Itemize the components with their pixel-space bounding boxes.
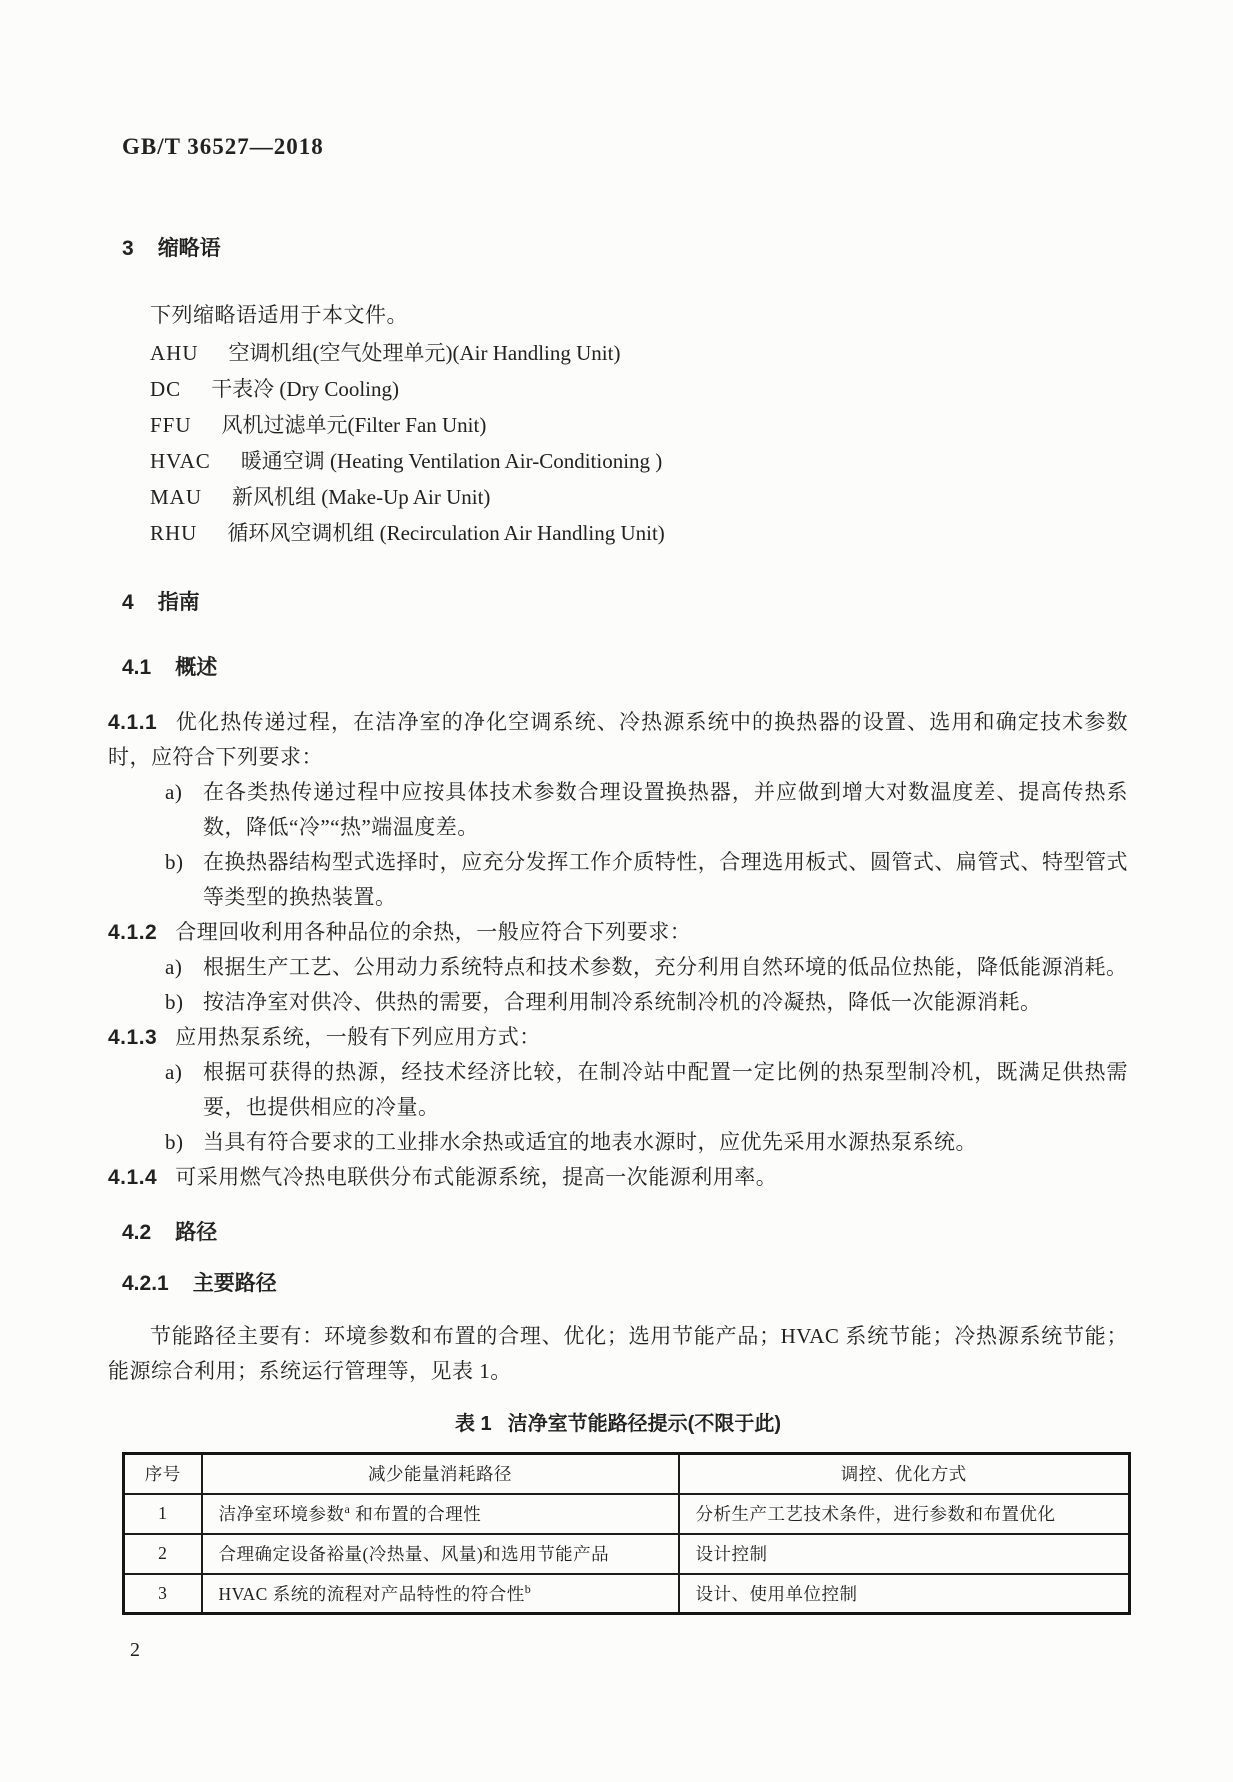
item-text: 在各类热传递过程中应按具体技术参数合理设置换热器，并应做到增大对数温度差、提高传热系数，降低“冷”“热”端温度差。: [203, 780, 1128, 839]
table-row: [124, 1494, 1130, 1534]
cell-path-rest: 和布置的合理性: [350, 1504, 482, 1524]
section-4-number: 4: [122, 591, 134, 614]
clause-4-1-2-text: 合理回收利用各种品位的余热，一般应符合下列要求：: [175, 920, 692, 944]
abbr-term: MAU: [150, 485, 203, 509]
section-4-title: 指南: [157, 591, 200, 614]
header-cell-path: 减少能量消耗路径: [202, 1454, 679, 1494]
item-label: b): [165, 850, 184, 874]
list-item-4-1-1-a: [108, 775, 1128, 845]
item-label: b): [165, 1130, 184, 1154]
header-cell-method: 调控、优化方式: [679, 1454, 1130, 1494]
abbr-row: [108, 443, 1128, 479]
clause-4-1-number: 4.1: [122, 656, 152, 679]
section-3-title: 缩略语: [157, 237, 221, 260]
note-ref-b: b: [524, 1581, 532, 1596]
cell-path: [202, 1494, 679, 1534]
clause-4-1-1-number: 4.1.1: [108, 711, 158, 734]
abbr-row: [108, 479, 1128, 515]
clause-4-1-4-number: 4.1.4: [108, 1166, 158, 1189]
clause-4-2-1-number: 4.2.1: [122, 1272, 169, 1295]
cell-num: 3: [124, 1574, 202, 1614]
abbr-definition: 风机过滤单元(Filter Fan Unit): [221, 413, 487, 437]
abbr-row: [108, 335, 1128, 371]
cell-method: 设计控制: [679, 1534, 1130, 1574]
item-text: 根据生产工艺、公用动力系统特点和技术参数，充分利用自然环境的低品位热能，降低能源消耗。: [203, 955, 1128, 979]
item-label: a): [165, 780, 183, 804]
note-ref-a: a: [344, 1502, 351, 1517]
abbr-term: FFU: [150, 413, 192, 437]
table-row: [124, 1574, 1130, 1614]
abbr-term: AHU: [150, 341, 199, 365]
cell-method: 设计、使用单位控制: [679, 1574, 1130, 1614]
abbr-row: [108, 515, 1128, 551]
table-1-caption-title: 洁净室节能路径提示(不限于此): [507, 1413, 781, 1435]
abbr-definition: 暖通空调 (Heating Ventilation Air-Conditioning ): [240, 449, 663, 473]
clause-4-1-4-text: 可采用燃气冷热电联供分布式能源系统，提高一次能源利用率。: [175, 1165, 778, 1189]
list-item-4-1-2-b: [108, 985, 1128, 1020]
item-label: a): [165, 955, 183, 979]
cell-method: 分析生产工艺技术条件，进行参数和布置优化: [679, 1494, 1130, 1534]
section-3-number: 3: [122, 237, 134, 260]
clause-4-1-heading: [122, 654, 1128, 681]
item-text: 在换热器结构型式选择时，应充分发挥工作介质特性，合理选用板式、圆管式、扁管式、特型管式等类型的换热装置。: [203, 850, 1128, 909]
section-4-heading: [122, 589, 1128, 616]
cell-path-text: HVAC 系统的流程对产品特性的符合性: [218, 1583, 525, 1604]
table-header-row: [124, 1454, 1130, 1494]
abbr-term: HVAC: [150, 449, 211, 473]
item-label: b): [165, 990, 184, 1014]
energy-saving-paths-table: [122, 1452, 1131, 1615]
abbr-intro: 下列缩略语适用于本文件。: [150, 303, 408, 327]
abbr-term: DC: [150, 377, 182, 401]
clause-4-1-1: [108, 705, 1128, 775]
clause-4-2-1-title: 主要路径: [192, 1272, 277, 1295]
paragraph-4-2-1: 节能路径主要有：环境参数和布置的合理、优化；选用节能产品；HVAC 系统节能；冷热源系统节能；能源综合利用；系统运行管理等，见表 1。: [108, 1324, 1128, 1383]
clause-4-1-3-text: 应用热泵系统，一般有下列应用方式：: [175, 1025, 541, 1049]
clause-4-1-title: 概述: [175, 656, 218, 679]
item-label: a): [165, 1060, 183, 1084]
clause-4-2-title: 路径: [175, 1221, 218, 1244]
abbreviation-list: [108, 335, 1128, 551]
item-text: 按洁净室对供冷、供热的需要，合理利用制冷系统制冷机的冷凝热，降低一次能源消耗。: [203, 990, 1042, 1014]
clause-4-2-heading: [122, 1219, 1128, 1246]
list-item-4-1-2-a: [108, 950, 1128, 985]
cell-num: 2: [124, 1534, 202, 1574]
clause-4-1-2-number: 4.1.2: [108, 921, 158, 944]
header-cell-index: 序号: [124, 1454, 202, 1494]
clause-4-1-3-number: 4.1.3: [108, 1026, 158, 1049]
cell-path: [202, 1534, 679, 1574]
list-item-4-1-3-a: [108, 1055, 1128, 1125]
clause-4-1-2: [108, 915, 1128, 950]
clause-4-2-1-heading: [122, 1270, 1128, 1297]
section-3-heading: [122, 235, 1128, 262]
abbr-row: [108, 371, 1128, 407]
clause-4-1-1-text: 优化热传递过程，在洁净室的净化空调系统、冷热源系统中的换热器的设置、选用和确定技术参数时，应符合下列要求：: [108, 710, 1128, 769]
cell-num: 1: [124, 1494, 202, 1534]
clause-4-1-4: [108, 1160, 1128, 1195]
table-1-caption: [108, 1411, 1128, 1438]
doc-number: GB/T 36527—2018: [122, 134, 324, 159]
abbr-term: RHU: [150, 521, 198, 545]
abbr-definition: 循环风空调机组 (Recirculation Air Handling Unit): [227, 521, 665, 545]
item-text: 当具有符合要求的工业排水余热或适宜的地表水源时，应优先采用水源热泵系统。: [203, 1130, 977, 1154]
list-item-4-1-3-b: [108, 1125, 1128, 1160]
table-row: [124, 1534, 1130, 1574]
clause-4-2-number: 4.2: [122, 1221, 152, 1244]
cell-path-text: 洁净室环境参数: [218, 1504, 345, 1524]
abbr-definition: 新风机组 (Make-Up Air Unit): [232, 485, 491, 509]
clause-4-1-3: [108, 1020, 1128, 1055]
list-item-4-1-1-b: [108, 845, 1128, 915]
cell-path-text: 合理确定设备裕量(冷热量、风量)和选用节能产品: [218, 1544, 610, 1564]
table-1-caption-label: 表 1: [454, 1413, 492, 1435]
abbr-definition: 空调机组(空气处理单元)(Air Handling Unit): [228, 341, 621, 365]
item-text: 根据可获得的热源，经技术经济比较，在制冷站中配置一定比例的热泵型制冷机，既满足供热需要，也提供相应的冷量。: [203, 1060, 1128, 1119]
cell-path: [202, 1574, 679, 1614]
abbr-definition: 干表冷 (Dry Cooling): [211, 377, 400, 401]
abbr-row: [108, 407, 1128, 443]
page-number: 2: [130, 1639, 140, 1661]
